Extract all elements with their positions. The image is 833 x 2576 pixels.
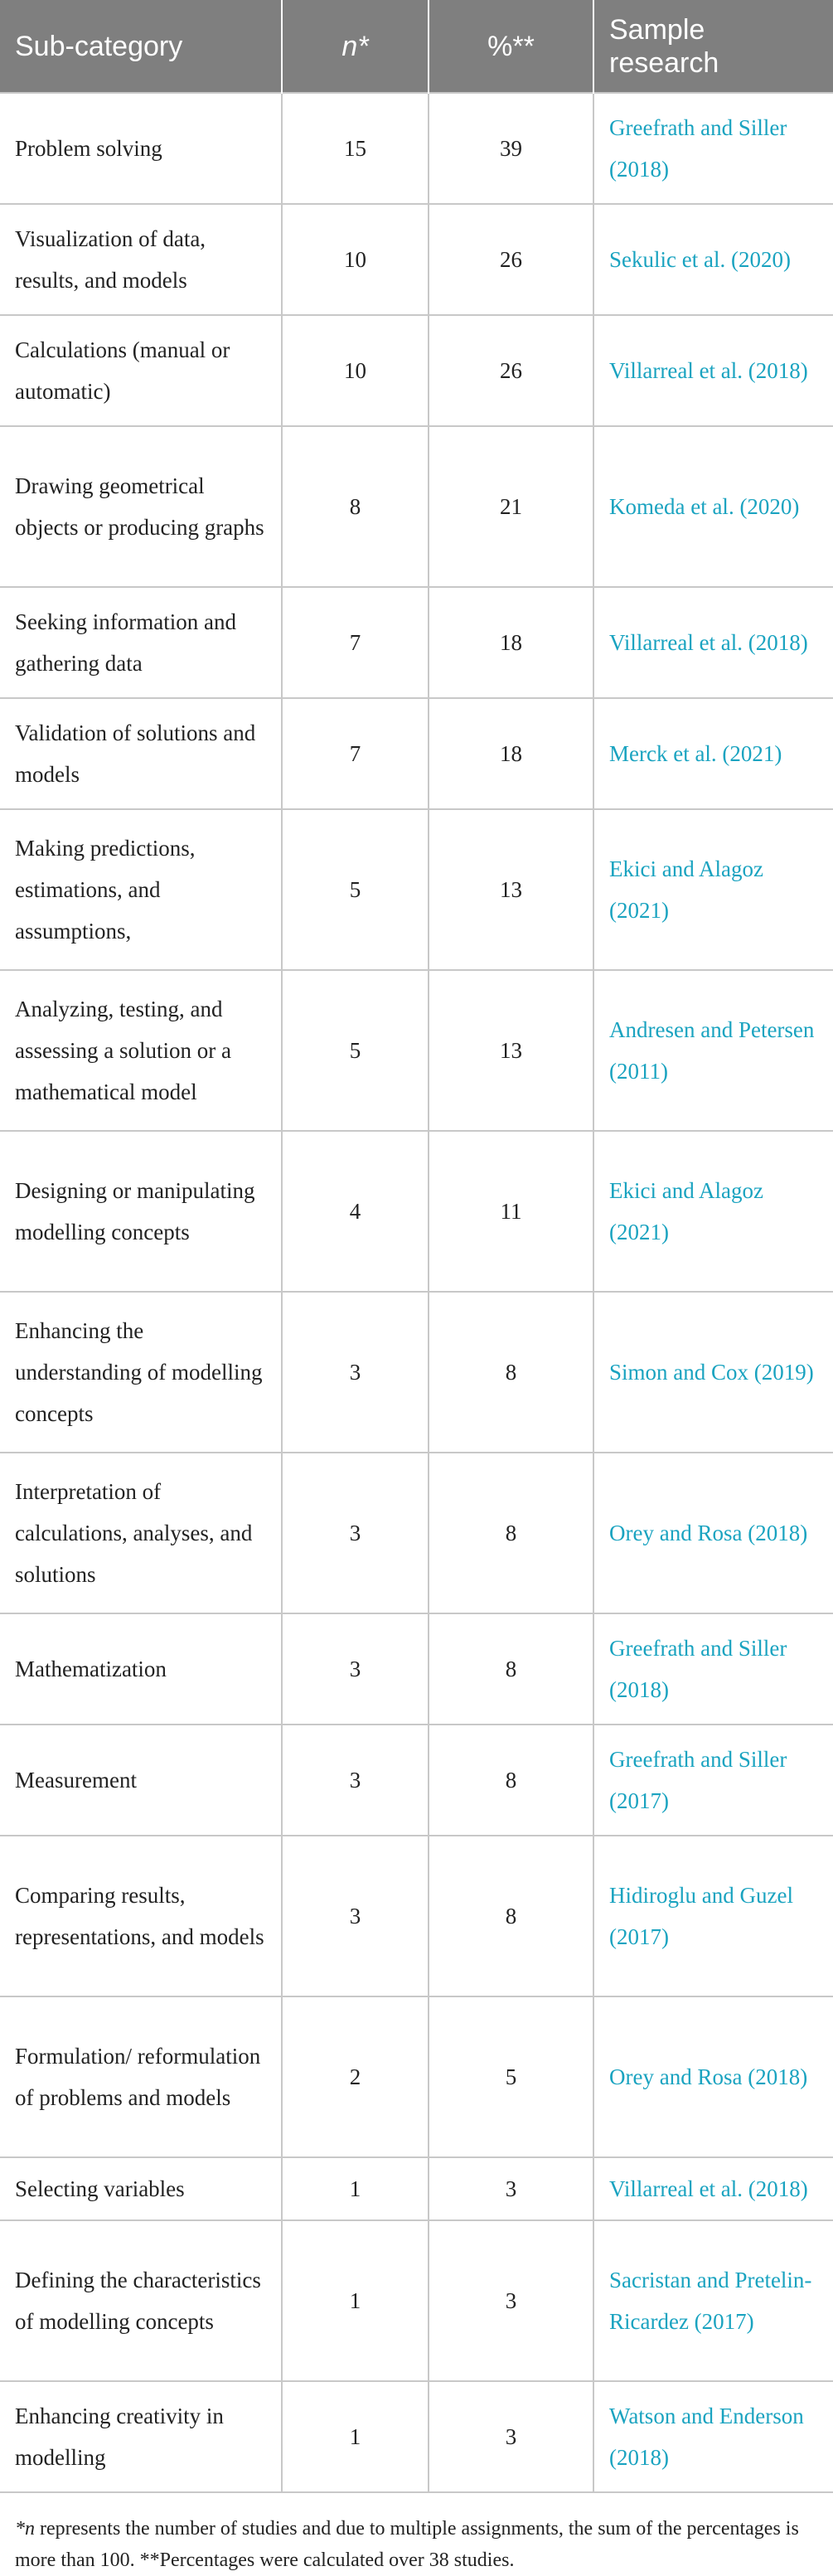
cell-subcategory: Enhancing the understanding of modelling concepts: [0, 1292, 282, 1453]
cell-percent: 13: [429, 970, 593, 1131]
cell-percent: 5: [429, 1996, 593, 2157]
cell-n: 3: [282, 1836, 429, 1996]
cell-n: 8: [282, 426, 429, 587]
table-row: [0, 315, 833, 426]
header-n-label: n*: [341, 30, 369, 62]
cell-subcategory: Problem solving: [0, 93, 282, 204]
cell-subcategory: Selecting variables: [0, 2157, 282, 2220]
cell-subcategory: Drawing geometrical objects or producing graphs: [0, 426, 282, 587]
cell-subcategory: Enhancing creativity in modelling: [0, 2381, 282, 2492]
header-n: [282, 0, 429, 93]
cell-percent: 26: [429, 315, 593, 426]
cell-reference[interactable]: Ekici and Alagoz (2021): [593, 1131, 833, 1292]
cell-reference[interactable]: Komeda et al. (2020): [593, 426, 833, 587]
cell-n: 3: [282, 1613, 429, 1725]
cell-subcategory: Making predictions, estimations, and assumptions,: [0, 809, 282, 970]
cell-subcategory: Designing or manipulating modelling concepts: [0, 1131, 282, 1292]
table-row: [0, 698, 833, 809]
cell-reference[interactable]: Orey and Rosa (2018): [593, 1453, 833, 1613]
table-row: [0, 2220, 833, 2381]
cell-percent: 8: [429, 1725, 593, 1836]
cell-reference[interactable]: Merck et al. (2021): [593, 698, 833, 809]
cell-percent: 3: [429, 2157, 593, 2220]
cell-n: 7: [282, 587, 429, 698]
table-row: [0, 809, 833, 970]
header-percent: %**: [429, 0, 593, 93]
cell-n: 1: [282, 2381, 429, 2492]
cell-reference[interactable]: Orey and Rosa (2018): [593, 1996, 833, 2157]
cell-subcategory: Analyzing, testing, and assessing a solution or a mathematical model: [0, 970, 282, 1131]
cell-reference[interactable]: Sacristan and Pretelin-Ricardez (2017): [593, 2220, 833, 2381]
table-row: [0, 1836, 833, 1996]
cell-reference[interactable]: Greefrath and Siller (2018): [593, 1613, 833, 1725]
header-sample-research: Sample research: [593, 0, 833, 93]
cell-reference[interactable]: Villarreal et al. (2018): [593, 315, 833, 426]
cell-n: 10: [282, 204, 429, 315]
cell-subcategory: Measurement: [0, 1725, 282, 1836]
table-row: [0, 204, 833, 315]
cell-subcategory: Seeking information and gathering data: [0, 587, 282, 698]
table-row: [0, 1613, 833, 1725]
cell-n: 5: [282, 809, 429, 970]
cell-subcategory: Defining the characteristics of modelling concepts: [0, 2220, 282, 2381]
cell-percent: 13: [429, 809, 593, 970]
cell-percent: 8: [429, 1453, 593, 1613]
table-footnote: [0, 2493, 833, 2576]
cell-percent: 8: [429, 1613, 593, 1725]
table-row: [0, 1725, 833, 1836]
cell-n: 10: [282, 315, 429, 426]
cell-subcategory: Formulation/ reformulation of problems and models: [0, 1996, 282, 2157]
header-subcategory: Sub-category: [0, 0, 282, 93]
cell-percent: 11: [429, 1131, 593, 1292]
cell-percent: 39: [429, 93, 593, 204]
cell-reference[interactable]: Villarreal et al. (2018): [593, 587, 833, 698]
cell-reference[interactable]: Ekici and Alagoz (2021): [593, 809, 833, 970]
table-header: [0, 0, 833, 93]
cell-n: 1: [282, 2220, 429, 2381]
cell-n: 1: [282, 2157, 429, 2220]
cell-percent: 18: [429, 587, 593, 698]
table-row: [0, 1996, 833, 2157]
cell-n: 4: [282, 1131, 429, 1292]
cell-percent: 21: [429, 426, 593, 587]
cell-n: 3: [282, 1453, 429, 1613]
cell-reference[interactable]: Hidiroglu and Guzel (2017): [593, 1836, 833, 1996]
cell-reference[interactable]: Villarreal et al. (2018): [593, 2157, 833, 2220]
table-body: [0, 93, 833, 2492]
cell-n: 3: [282, 1725, 429, 1836]
table-row: [0, 1292, 833, 1453]
cell-subcategory: Visualization of data, results, and models: [0, 204, 282, 315]
cell-reference[interactable]: Watson and Enderson (2018): [593, 2381, 833, 2492]
cell-n: 2: [282, 1996, 429, 2157]
footnote-text: represents the number of studies and due to multiple assignments, the sum of the percentages is more than 100. **Percentages were calculated over 38 studies.: [15, 2518, 799, 2571]
cell-reference[interactable]: Andresen and Petersen (2011): [593, 970, 833, 1131]
table-row: [0, 426, 833, 587]
cell-n: 5: [282, 970, 429, 1131]
cell-percent: 26: [429, 204, 593, 315]
header-row: [0, 0, 833, 93]
cell-percent: 8: [429, 1836, 593, 1996]
table-row: [0, 587, 833, 698]
cell-reference[interactable]: Simon and Cox (2019): [593, 1292, 833, 1453]
table-row: [0, 2157, 833, 2220]
table-row: [0, 93, 833, 204]
cell-reference[interactable]: Sekulic et al. (2020): [593, 204, 833, 315]
cell-subcategory: Comparing results, representations, and models: [0, 1836, 282, 1996]
table-row: [0, 1453, 833, 1613]
cell-n: 3: [282, 1292, 429, 1453]
cell-reference[interactable]: Greefrath and Siller (2017): [593, 1725, 833, 1836]
table-row: [0, 970, 833, 1131]
cell-percent: 18: [429, 698, 593, 809]
cell-percent: 8: [429, 1292, 593, 1453]
table-row: [0, 1131, 833, 1292]
cell-subcategory: Calculations (manual or automatic): [0, 315, 282, 426]
cell-subcategory: Mathematization: [0, 1613, 282, 1725]
cell-subcategory: Validation of solutions and models: [0, 698, 282, 809]
cell-percent: 3: [429, 2220, 593, 2381]
cell-n: 15: [282, 93, 429, 204]
table-row: [0, 2381, 833, 2492]
cell-subcategory: Interpretation of calculations, analyses, and solutions: [0, 1453, 282, 1613]
cell-percent: 3: [429, 2381, 593, 2492]
cell-reference[interactable]: Greefrath and Siller (2018): [593, 93, 833, 204]
cell-n: 7: [282, 698, 429, 809]
footnote-n-symbol: *n: [15, 2518, 35, 2540]
